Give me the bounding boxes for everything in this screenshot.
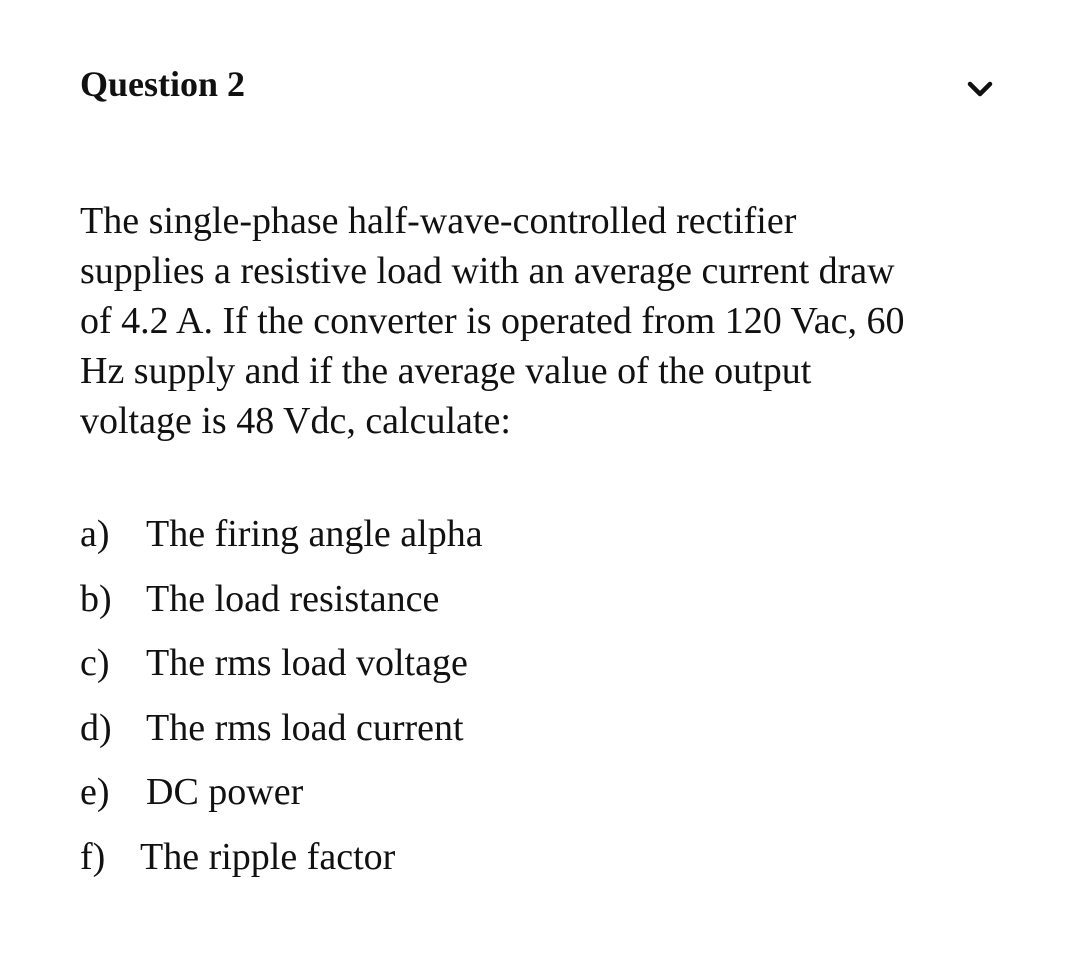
task-text: The rms load current [146,706,464,749]
task-marker: e) [80,771,110,813]
task-text: The rms load voltage [146,642,468,684]
task-text: DC power [146,771,304,813]
problem-line: of 4.2 A. If the converter is operated from 120 Vac, 60 [80,300,905,342]
task-list [80,508,483,895]
task-marker: a) [80,513,110,555]
task-marker: d) [80,706,112,749]
task-marker: b) [80,577,112,620]
task-text: The ripple factor [140,835,396,878]
problem-line: supplies a resistive load with an average current draw [80,250,895,292]
task-marker: f) [80,835,106,878]
question-header [80,62,1000,112]
task-item-f [80,831,483,896]
task-marker: c) [80,642,110,684]
task-item-d [80,702,483,767]
problem-line: Hz supply and if the average value of the output [80,350,812,392]
chevron-down-icon [967,80,993,98]
task-text: The firing angle alpha [146,513,483,555]
task-item-b [80,573,483,638]
question-toggle-button[interactable] [960,74,1000,104]
question-title: Question 2 [80,64,246,104]
task-item-a [80,508,483,573]
task-text: The load resistance [146,577,440,620]
task-item-e [80,766,483,831]
problem-line: voltage is 48 Vdc, calculate: [80,400,511,442]
task-item-c [80,637,483,702]
problem-line: The single-phase half-wave-controlled rectifier [80,200,797,242]
problem-statement [80,196,1020,446]
